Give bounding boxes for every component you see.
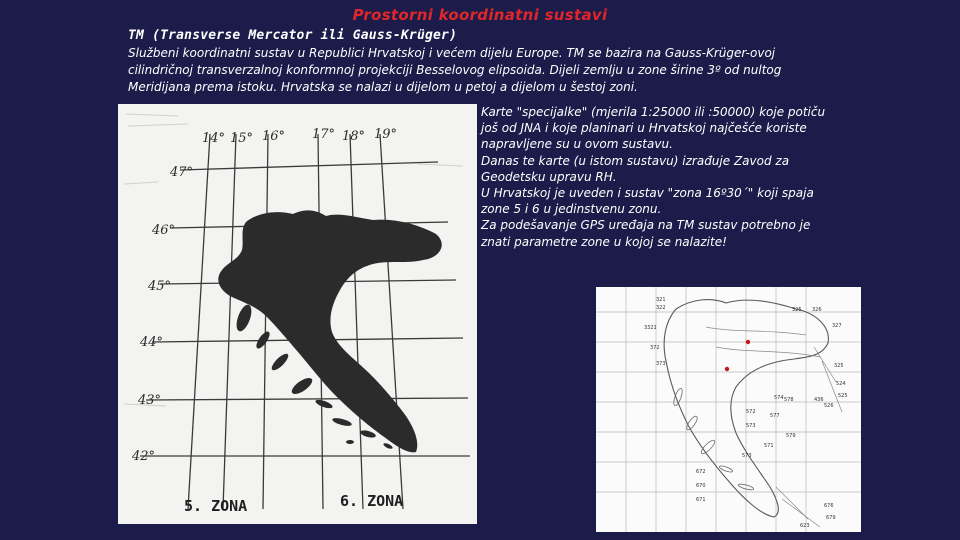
location-marker (746, 340, 750, 344)
longitude-label: 18° (342, 129, 366, 144)
slide-subtitle: TM (Transverse Mercator ili Gauss-Krüger) (128, 28, 458, 43)
tm-zones-map-svg (118, 104, 477, 524)
sheet-number: 525 (838, 393, 848, 399)
sheet-number: 327 (832, 323, 842, 329)
sheet-number: 326 (812, 307, 822, 313)
sheet-number: 321 (656, 297, 666, 303)
zone-5-label: 5. ZONA (184, 497, 248, 515)
sheet-number: 676 (824, 503, 834, 509)
latitude-label: 43° (138, 393, 162, 408)
note-zavod: Danas te karte (u istom sustavu) izrađuje Zavod za Geodetsku upravu RH. (481, 153, 790, 184)
sheet-number: 571 (764, 443, 774, 449)
sheet-number: 322 (656, 305, 666, 311)
note-specijalke: Karte "specijalke" (mjerila 1:25000 ili :50000) koje potiču još od JNA i koje planinari u Hrvatskoj najčešće koriste napravljene su u ovom sustavu. (481, 105, 826, 152)
longitude-label: 19° (374, 127, 398, 142)
sheet-number: 572 (746, 409, 756, 415)
sheet-number: 574 (774, 395, 784, 401)
sheet-number: 573 (742, 453, 752, 459)
sheet-number: 436 (814, 397, 824, 403)
latitude-label: 47° (170, 165, 194, 180)
longitude-label: 16° (262, 129, 286, 144)
note-zona-16-30: U Hrvatskoj je uveden i sustav "zona 16º30´" koji spaja zone 5 i 6 u jedinstvenu zonu. (481, 186, 814, 217)
croatia-shape (218, 210, 441, 452)
note-gps: Za podešavanje GPS uređaja na TM sustav potrebno je znati parametre zone u kojoj se nalazite! (481, 218, 811, 249)
longitude-label: 15° (230, 131, 254, 146)
longitude-label: 17° (312, 127, 336, 142)
latitude-label: 45° (148, 279, 172, 294)
sheet-number: 578 (784, 397, 794, 403)
sheet-number: 526 (824, 403, 834, 409)
sheet-number: 325 (834, 363, 844, 369)
location-marker (725, 367, 729, 371)
notes-block (481, 104, 826, 250)
sheet-number: 623 (800, 523, 810, 529)
sheet-number: 670 (696, 483, 706, 489)
sheet-number: 573 (746, 423, 756, 429)
sheet-number: 524 (836, 381, 846, 387)
latitude-label: 44° (140, 335, 164, 350)
tm-zones-map (118, 104, 477, 524)
longitude-label: 14° (202, 131, 226, 146)
sheet-index-map (596, 287, 861, 532)
sheet-number: 325 (792, 307, 802, 313)
sheet-number: 373 (656, 361, 666, 367)
zone-6-label: 6. ZONA (340, 492, 404, 510)
sheet-number: 577 (770, 413, 780, 419)
intro-paragraph: Službeni koordinatni sustav u Republici Hrvatskoj i većem dijelu Europe. TM se bazira na Gauss-Krüger-ovoj cilindričnoj transverzalnoj konformnoj projekciji Besselovog elipsoida. Dijeli zemlju u zone širine 3º od nultog Meridijana prema istoku. Hrvatska se nalazi u dijelom u petoj a dijelom u šestoj zoni. (128, 46, 782, 94)
latitude-label: 46° (152, 223, 176, 238)
sheet-number: 679 (826, 515, 836, 521)
sheet-number: 372 (650, 345, 660, 351)
latitude-label: 42° (132, 449, 156, 464)
sheet-number: 671 (696, 497, 706, 503)
sheet-number: 3321 (644, 325, 657, 331)
sheet-number: 579 (786, 433, 796, 439)
sheet-index-map-svg (596, 287, 861, 532)
sheet-number: 672 (696, 469, 706, 475)
slide-title: Prostorni koordinatni sustavi (352, 6, 608, 24)
